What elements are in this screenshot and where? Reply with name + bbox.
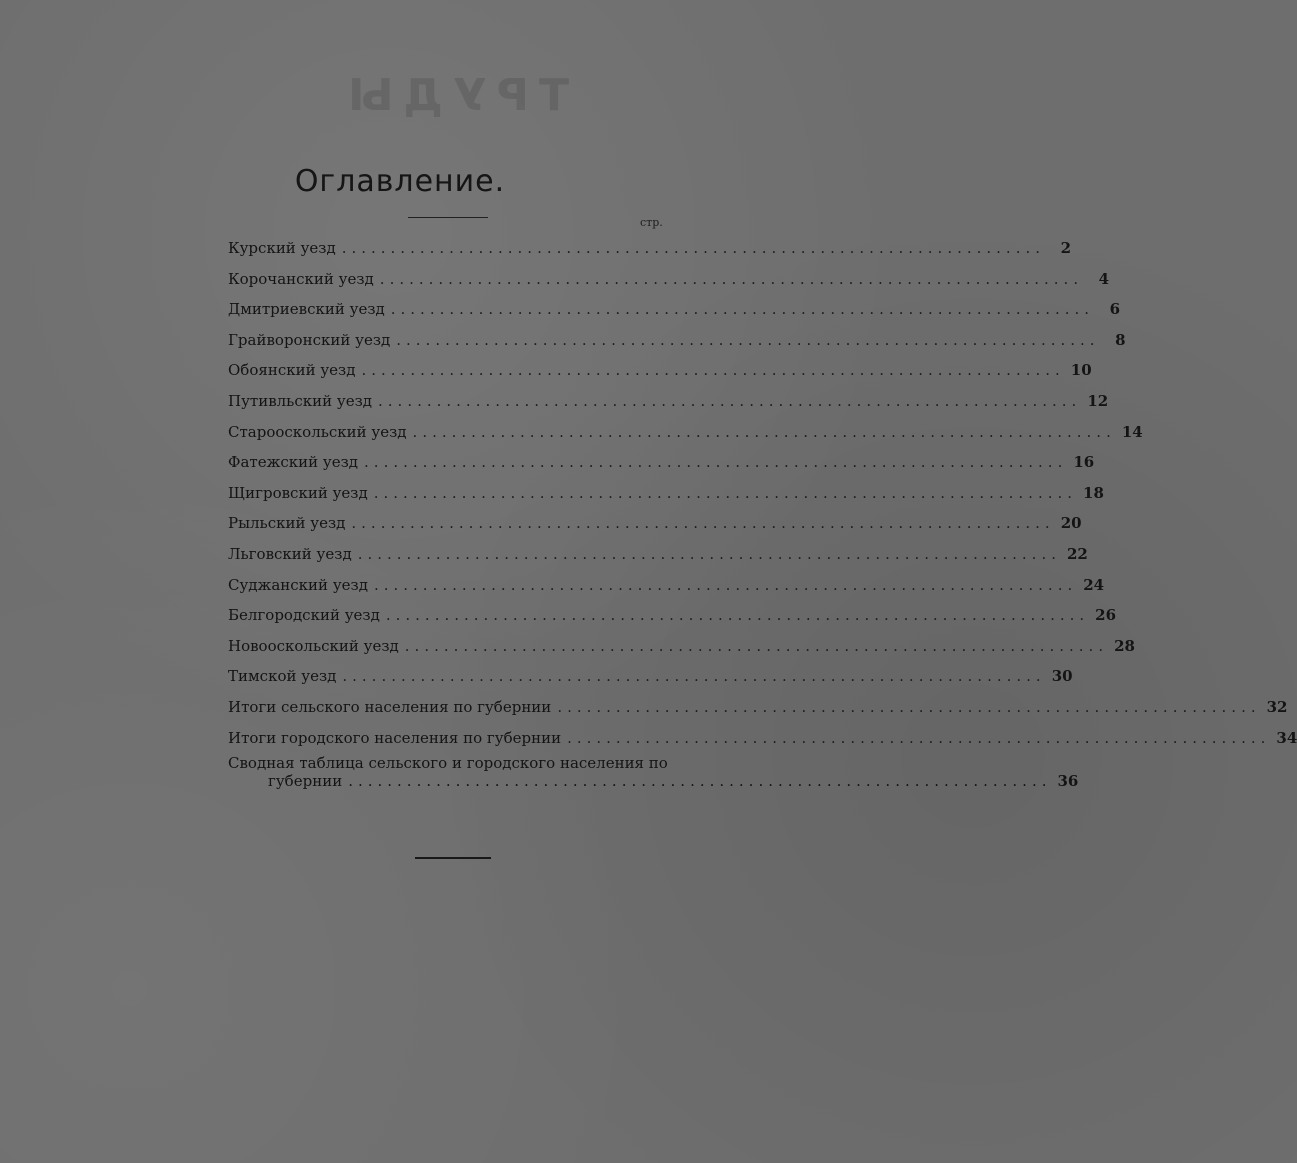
toc-entry-line2 [228, 772, 1079, 791]
toc-entry [228, 447, 1095, 478]
toc-entry [228, 508, 1082, 539]
toc-entry-label: Щигровский уезд [228, 483, 368, 502]
toc-entry-label: Старооскольский уезд [228, 422, 407, 441]
toc-entry [228, 600, 1117, 631]
toc-entry-page: 10 [1070, 361, 1092, 380]
toc-entry-page: 8 [1115, 330, 1126, 349]
toc-entry-page: 16 [1073, 453, 1095, 472]
toc-entry [228, 478, 1104, 509]
toc-entry-page: 26 [1095, 606, 1117, 625]
toc-entry [228, 294, 1121, 325]
toc-entry [228, 631, 1135, 662]
page-column-header: стр. [640, 216, 663, 229]
toc-entry-label-line1: Сводная таблица сельского и городского населения по [228, 754, 668, 773]
toc-entry-label: Итоги городского населения по губернии [228, 728, 562, 747]
page-title: Оглавление. [294, 164, 506, 199]
toc-entry-label: Тимской уезд [228, 667, 337, 686]
leader-dots: ........................................................................ [341, 239, 1046, 257]
leader-dots: ........................................................................ [351, 514, 1055, 533]
table-of-contents [228, 233, 1297, 791]
bleed-through-text: ТРУДЫ [338, 70, 569, 121]
toc-entry [228, 692, 1288, 723]
leader-dots: ........................................................................ [364, 453, 1068, 472]
leader-dots: ........................................................................ [557, 697, 1261, 716]
toc-entry-label: Обоянский уезд [228, 361, 356, 380]
toc-entry [228, 570, 1105, 601]
leader-dots: ........................................................................ [404, 636, 1109, 655]
toc-entry-label: Курский уезд [228, 239, 336, 257]
toc-entry-page: 12 [1087, 391, 1109, 410]
toc-entry-label: Фатежский уезд [228, 453, 359, 472]
toc-entry-label-line2: губернии [268, 772, 343, 791]
toc-entry-label: Рыльский уезд [228, 514, 346, 533]
toc-entry-page: 20 [1060, 514, 1082, 533]
toc-entry [228, 723, 1297, 754]
toc-entry-label: Путивльский уезд [228, 391, 373, 410]
toc-entry-label: Дмитриевский уезд [228, 300, 385, 319]
toc-entry-page: 28 [1114, 636, 1135, 655]
title-divider [408, 217, 488, 218]
leader-dots: ........................................................................ [567, 728, 1271, 747]
leader-dots: ........................................................................ [379, 269, 1084, 288]
toc-entry-multiline [228, 754, 1079, 791]
toc-entry-page: 2 [1060, 239, 1072, 257]
leader-dots: ........................................................................ [373, 483, 1078, 502]
leader-dots: ........................................................................ [357, 544, 1061, 563]
toc-entry [228, 264, 1110, 295]
toc-entry-page: 14 [1121, 422, 1143, 441]
toc-entry-page: 36 [1057, 772, 1079, 791]
toc-entry [228, 539, 1088, 570]
toc-entry-page: 32 [1266, 697, 1288, 716]
leader-dots: ........................................................................ [342, 667, 1046, 686]
leader-dots: ........................................................................ [396, 330, 1100, 349]
toc-entry-page: 22 [1067, 544, 1088, 563]
toc-entry-label: Суджанский уезд [228, 575, 368, 594]
toc-entry-page: 24 [1083, 575, 1105, 594]
leader-dots: ........................................................................ [361, 361, 1065, 380]
toc-entry-label: Корочанский уезд [228, 269, 374, 288]
leader-dots: ........................................................................ [348, 772, 1052, 791]
leader-dots: ........................................................................ [378, 391, 1082, 410]
toc-entry [228, 355, 1092, 386]
toc-entry-page: 6 [1109, 300, 1121, 319]
toc-entry-label: Грайворонский уезд [228, 330, 391, 349]
toc-entry [228, 386, 1109, 417]
leader-dots: ........................................................................ [412, 422, 1116, 441]
toc-entry [228, 233, 1072, 264]
toc-entry-label: Льговский уезд [228, 544, 352, 563]
toc-entry-page: 34 [1276, 728, 1297, 747]
leader-dots: ........................................................................ [390, 300, 1095, 319]
toc-entry-label: Итоги сельского населения по губернии [228, 697, 552, 716]
toc-entry-page: 30 [1051, 667, 1073, 686]
toc-entry [228, 325, 1126, 356]
toc-entry [228, 661, 1073, 692]
toc-entry-label: Новооскольский уезд [228, 636, 399, 655]
toc-entry-page: 4 [1098, 269, 1110, 288]
closing-rule [415, 857, 491, 859]
toc-entry-page: 18 [1083, 483, 1104, 502]
leader-dots: ........................................................................ [373, 575, 1078, 594]
leader-dots: ........................................................................ [385, 606, 1090, 625]
toc-entry-label: Белгородский уезд [228, 606, 380, 625]
toc-entry [228, 417, 1143, 448]
